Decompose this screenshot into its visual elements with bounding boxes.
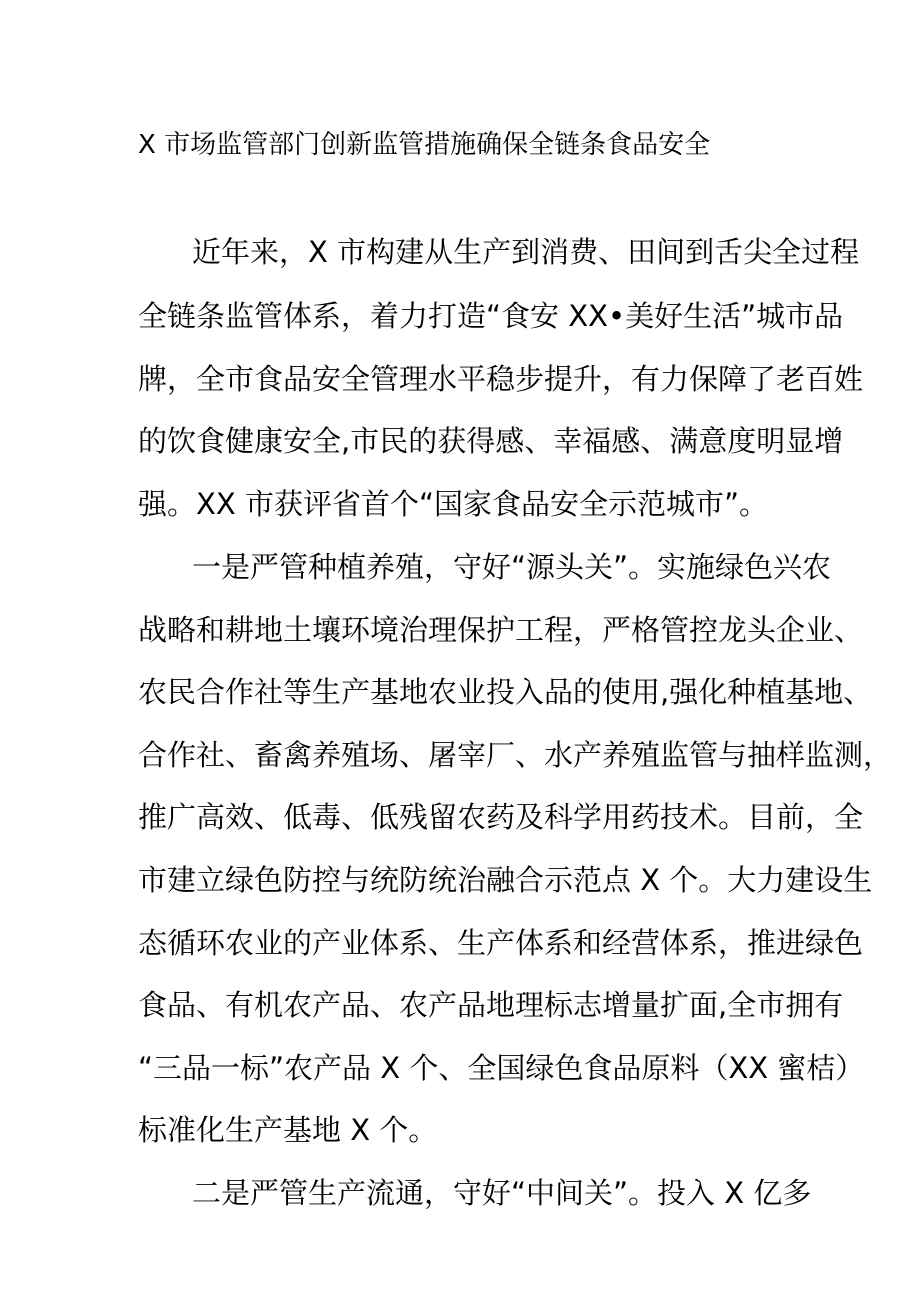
paragraph-1-line-5: 强。XX 市获评省首个“国家食品安全示范城市”。 <box>138 487 769 521</box>
paragraph-2-line-9: “三品一标”农产品 X 个、全国绿色食品原料（XX 蜜桔） <box>138 1051 865 1085</box>
paragraph-2-line-8: 食品、有机农产品、农产品地理标志增量扩面,全市拥有 <box>138 988 844 1022</box>
paragraph-2-line-6: 市建立绿色防控与统防统治融合示范点 X 个。大力建设生 <box>138 863 873 897</box>
paragraph-2-line-1: 一是严管种植养殖，守好“源头关”。实施绿色兴农 <box>192 550 832 584</box>
paragraph-2-line-10: 标准化生产基地 X 个。 <box>138 1113 438 1147</box>
paragraph-2-line-4: 合作社、畜禽养殖场、屠宰厂、水产养殖监管与抽样监测， <box>138 738 893 772</box>
paragraph-3-line-1: 二是严管生产流通，守好“中间关”。投入 X 亿多 <box>192 1176 812 1210</box>
paragraph-1-line-4: 的饮食健康安全,市民的获得感、幸福感、满意度明显增 <box>138 424 844 458</box>
document-title: X 市场监管部门创新监管措施确保全链条食品安全 <box>138 130 711 160</box>
paragraph-2-line-5: 推广高效、低毒、低残留农药及科学用药技术。目前，全 <box>138 800 864 834</box>
paragraph-1-line-2: 全链条监管体系，着力打造“食安 XX•美好生活”城市品 <box>138 299 844 333</box>
paragraph-1-line-3: 牌，全市食品安全管理水平稳步提升，有力保障了老百姓 <box>138 362 864 396</box>
paragraph-2-line-3: 农民合作社等生产基地农业投入品的使用,强化种植基地、 <box>138 675 873 709</box>
paragraph-2-line-7: 态循环农业的产业体系、生产体系和经营体系，推进绿色 <box>138 926 864 960</box>
paragraph-2-line-2: 战略和耕地土壤环境治理保护工程，严格管控龙头企业、 <box>138 613 864 647</box>
paragraph-1-line-1: 近年来，X 市构建从生产到消费、田间到舌尖全过程 <box>192 235 860 269</box>
